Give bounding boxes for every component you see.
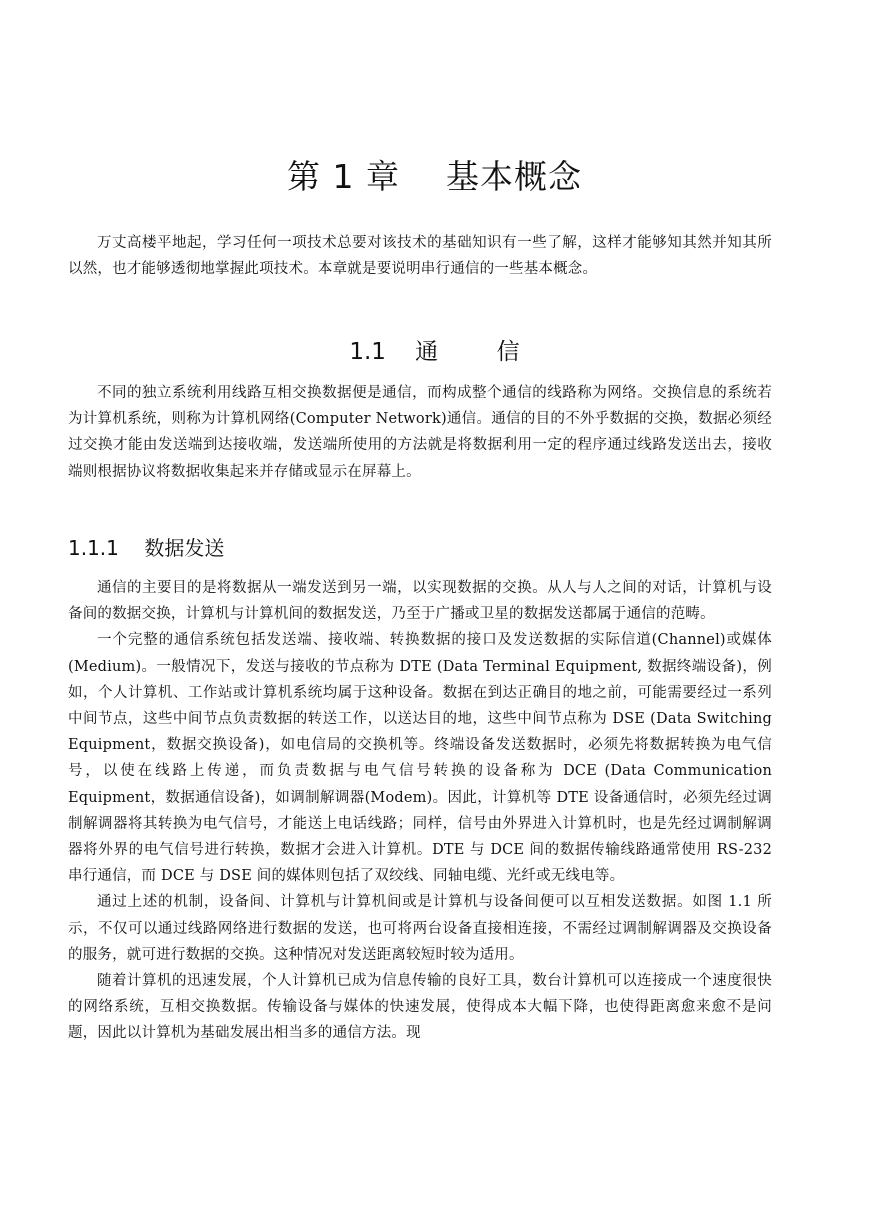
body-paragraph: 通过上述的机制，设备间、计算机与计算机间或是计算机与设备间便可以互相发送数据。如图 1.1 所示，不仅可以通过线路网络进行数据的发送，也可将两台设备直接相连接，不需经过调制解调器及交换设备的服务，就可进行数据的交换。这种情况对发送距离较短时较为适用。 — [68, 894, 772, 963]
section-1-1-body — [68, 380, 772, 485]
body-paragraph: 一个完整的通信系统包括发送端、接收端、转换数据的接口及发送数据的实际信道(Channel)或媒体(Medium)。一般情况下，发送与接收的节点称为 DTE (Data Terminal Equipment, 数据终端设备)，例如，个人计算机、工作站或计算机系统均属于这种设备。数据在到达正确目的地之前，可能需要经过一系列中间节点，这些中间节点负责数据的转送工作，以送达目的地，这些中间节点称为 DSE (Data Switching Equipment，数据交换设备)，如电信局的交换机等。终端设备发送数据时，必须先将数据转换为电气信号，以使在线路上传递，而负责数据与电气信号转换的设备称为 DCE (Data Communication Equipment，数据通信设备)，如调制解调器(Modem)。因此，计算机等 DTE 设备通信时，必须先经过调制解调器将其转换为电气信号，才能送上电话线路；同样，信号由外界进入计算机时，也是先经过调制解调器将外界的电气信号进行转换，数据才会进入计算机。DTE 与 DCE 间的数据传输线路通常使用 RS-232 串行通信，而 DCE 与 DSE 间的媒体则包括了双绞线、同轴电缆、光纤或无线电等。 — [68, 632, 772, 885]
body-paragraph: 随着计算机的迅速发展，个人计算机已成为信息传输的良好工具，数台计算机可以连接成一个速度很快的网络系统，互相交换数据。传输设备与媒体的快速发展，使得成本大幅下降，也使得距离愈来愈不是问题，因此以计算机为基础发展出相当多的通信方法。现 — [68, 973, 772, 1042]
subsection-1-1-1-body — [68, 575, 772, 1047]
intro-paragraph: 万丈高楼平地起，学习任何一项技术总要对该技术的基础知识有一些了解，这样才能够知其然并知其所以然，也才能够透彻地掌握此项技术。本章就是要说明串行通信的一些基本概念。 — [68, 235, 772, 278]
chapter-intro — [68, 230, 772, 282]
section-title-1-1: 1.1 通 信 — [349, 339, 520, 365]
subsection-title-1-1-1: 1.1.1 数据发送 — [68, 536, 225, 560]
section-1-1-paragraph: 不同的独立系统利用线路互相交换数据便是通信，而构成整个通信的线路称为网络。交换信息的系统若为计算机系统，则称为计算机网络(Computer Network)通信。通信的目的不外乎数据的交换，数据必须经过交换才能由发送端到达接收端，发送端所使用的方法就是将数据利用一定的程序通过线路发送出去，接收端则根据协议将数据收集起来并存储或显示在屏幕上。 — [68, 385, 772, 480]
body-paragraph: 通信的主要目的是将数据从一端发送到另一端，以实现数据的交换。从人与人之间的对话，计算机与设备间的数据交换，计算机与计算机间的数据发送，乃至于广播或卫星的数据发送都属于通信的范畴。 — [68, 580, 772, 623]
chapter-title: 第 1 章 基本概念 — [287, 157, 582, 196]
